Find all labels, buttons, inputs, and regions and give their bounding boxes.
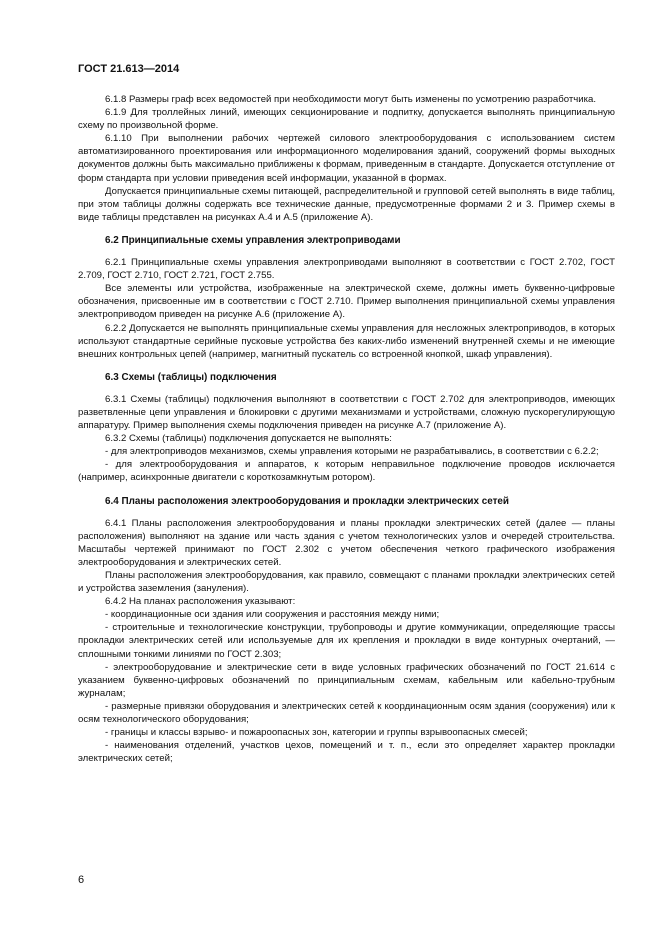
paragraph: - размерные привязки оборудования и электрических сетей к координационным осям здания (сооружения) или к осям технологического оборудования;	[78, 700, 615, 726]
document-header: ГОСТ 21.613—2014	[78, 63, 180, 75]
paragraph: Допускается принципиальные схемы питающей, распределительной и групповой сетей выполнять в виде таблиц, при этом таблицы должны содержать все технические данные, предусмотренные формами 2 и 3. Пример схемы в виде таблицы представлен на рисунках А.4 и А.5 (приложение А).	[78, 185, 615, 223]
paragraph: 6.2.2 Допускается не выполнять принципиальные схемы управления для несложных электроприводов, в которых используют стандартные серийные пусковые устройства без каких-либо изменений внутренней схемы и не имеющие внешних контрольных цепей (например, магнитный пускатель со встроенной кнопкой, шкаф управления).	[78, 322, 615, 360]
section-heading: 6.2 Принципиальные схемы управления электроприводами	[105, 234, 401, 246]
paragraph: 6.3.1 Схемы (таблицы) подключения выполняют в соответствии с ГОСТ 2.702 для электроприводов, имеющих разветвленные цепи управления и блокировки с другими механизмами и устройствами, сложную пускорегулирующую аппаратуру. Пример выполнения схемы подключения приведен на рисунке А.7 (приложение А).	[78, 393, 615, 432]
paragraph: 6.1.10 При выполнении рабочих чертежей силового электрооборудования с использованием систем автоматизированного проектирования или информационного моделирования зданий, сооружений формы выходных документов должны быть максимально приближены к формам, приведенным в стандарте. Допускается отступление от форм стандарта при условии приведения всей информации, указанной в формах.	[78, 133, 615, 184]
paragraph: 6.1.8 Размеры граф всех ведомостей при необходимости могут быть изменены по усмотрению разработчика.	[105, 94, 596, 105]
paragraph: 6.1.9 Для троллейных линий, имеющих секционирование и подпитку, допускается выполнять принципиальную схему по произвольной форме.	[78, 107, 615, 132]
paragraph: 6.2.1 Принципиальные схемы управления электроприводами выполняют в соответствии с ГОСТ 2.702, ГОСТ 2.709, ГОСТ 2.710, ГОСТ 2.721, ГОСТ 2.755.	[78, 257, 615, 282]
paragraph: 6.3.2 Схемы (таблицы) подключения допускается не выполнять:	[105, 433, 392, 445]
paragraph: - для электрооборудования и аппаратов, к которым неправильное подключение проводов исключается (например, асинхронные двигатели с короткозамкнутым ротором).	[78, 459, 615, 484]
paragraph: - электрооборудование и электрические сети в виде условных графических обозначений по ГОСТ 21.614 с указанием буквенно-цифровых обозначений по принципиальным схемам, кабельным или кабельно-трубным журналам;	[78, 661, 615, 699]
page-number: 6	[78, 874, 85, 886]
section-heading: 6.3 Схемы (таблицы) подключения	[105, 371, 277, 383]
paragraph: - наименования отделений, участков цехов, помещений и т. п., если это определяет характер прокладки электрических сетей;	[78, 740, 615, 765]
paragraph: 6.4.2 На планах расположения указывают:	[105, 596, 296, 608]
paragraph: 6.4.1 Планы расположения электрооборудования и планы прокладки электрических сетей (далее — планы расположения) выполняют на здание или часть здания с учетом технологических узлов и очередей строительства. Масштабы чертежей принимают по ГОСТ 2.302 с учетом обеспечения четкого графического изображения электрооборудования и электрических сетей.	[78, 517, 615, 568]
section-heading: 6.4 Планы расположения электрооборудования и прокладки электрических сетей	[105, 495, 509, 507]
paragraph: - строительные и технологические конструкции, трубопроводы и другие коммуникации, определяющие трассы прокладки электрических сетей или используемые для их крепления и прокладки в виде контурных очертаний, — сплошными тонкими линиями по ГОСТ 2.303;	[78, 622, 615, 660]
document-body	[78, 93, 615, 765]
paragraph: - для электроприводов механизмов, схемы управления которыми не разрабатывались, в соответствии с 6.2.2;	[105, 446, 599, 458]
paragraph: - координационные оси здания или сооружения и расстояния между ними;	[105, 609, 440, 621]
paragraph: - границы и классы взрыво- и пожароопасных зон, категории и группы взрывоопасных смесей;	[105, 727, 528, 739]
paragraph: Планы расположения электрооборудования, как правило, совмещают с планами прокладки электрических сетей и устройства заземления (зануления).	[78, 570, 615, 595]
paragraph: Все элементы или устройства, изображенные на электрической схеме, должны иметь буквенно-цифровые обозначения, присвоенные им в соответствии с ГОСТ 2.710. Пример выполнения принципиальной схемы управления электроприводом приведен на рисунке А.6 (приложение А).	[78, 283, 615, 321]
